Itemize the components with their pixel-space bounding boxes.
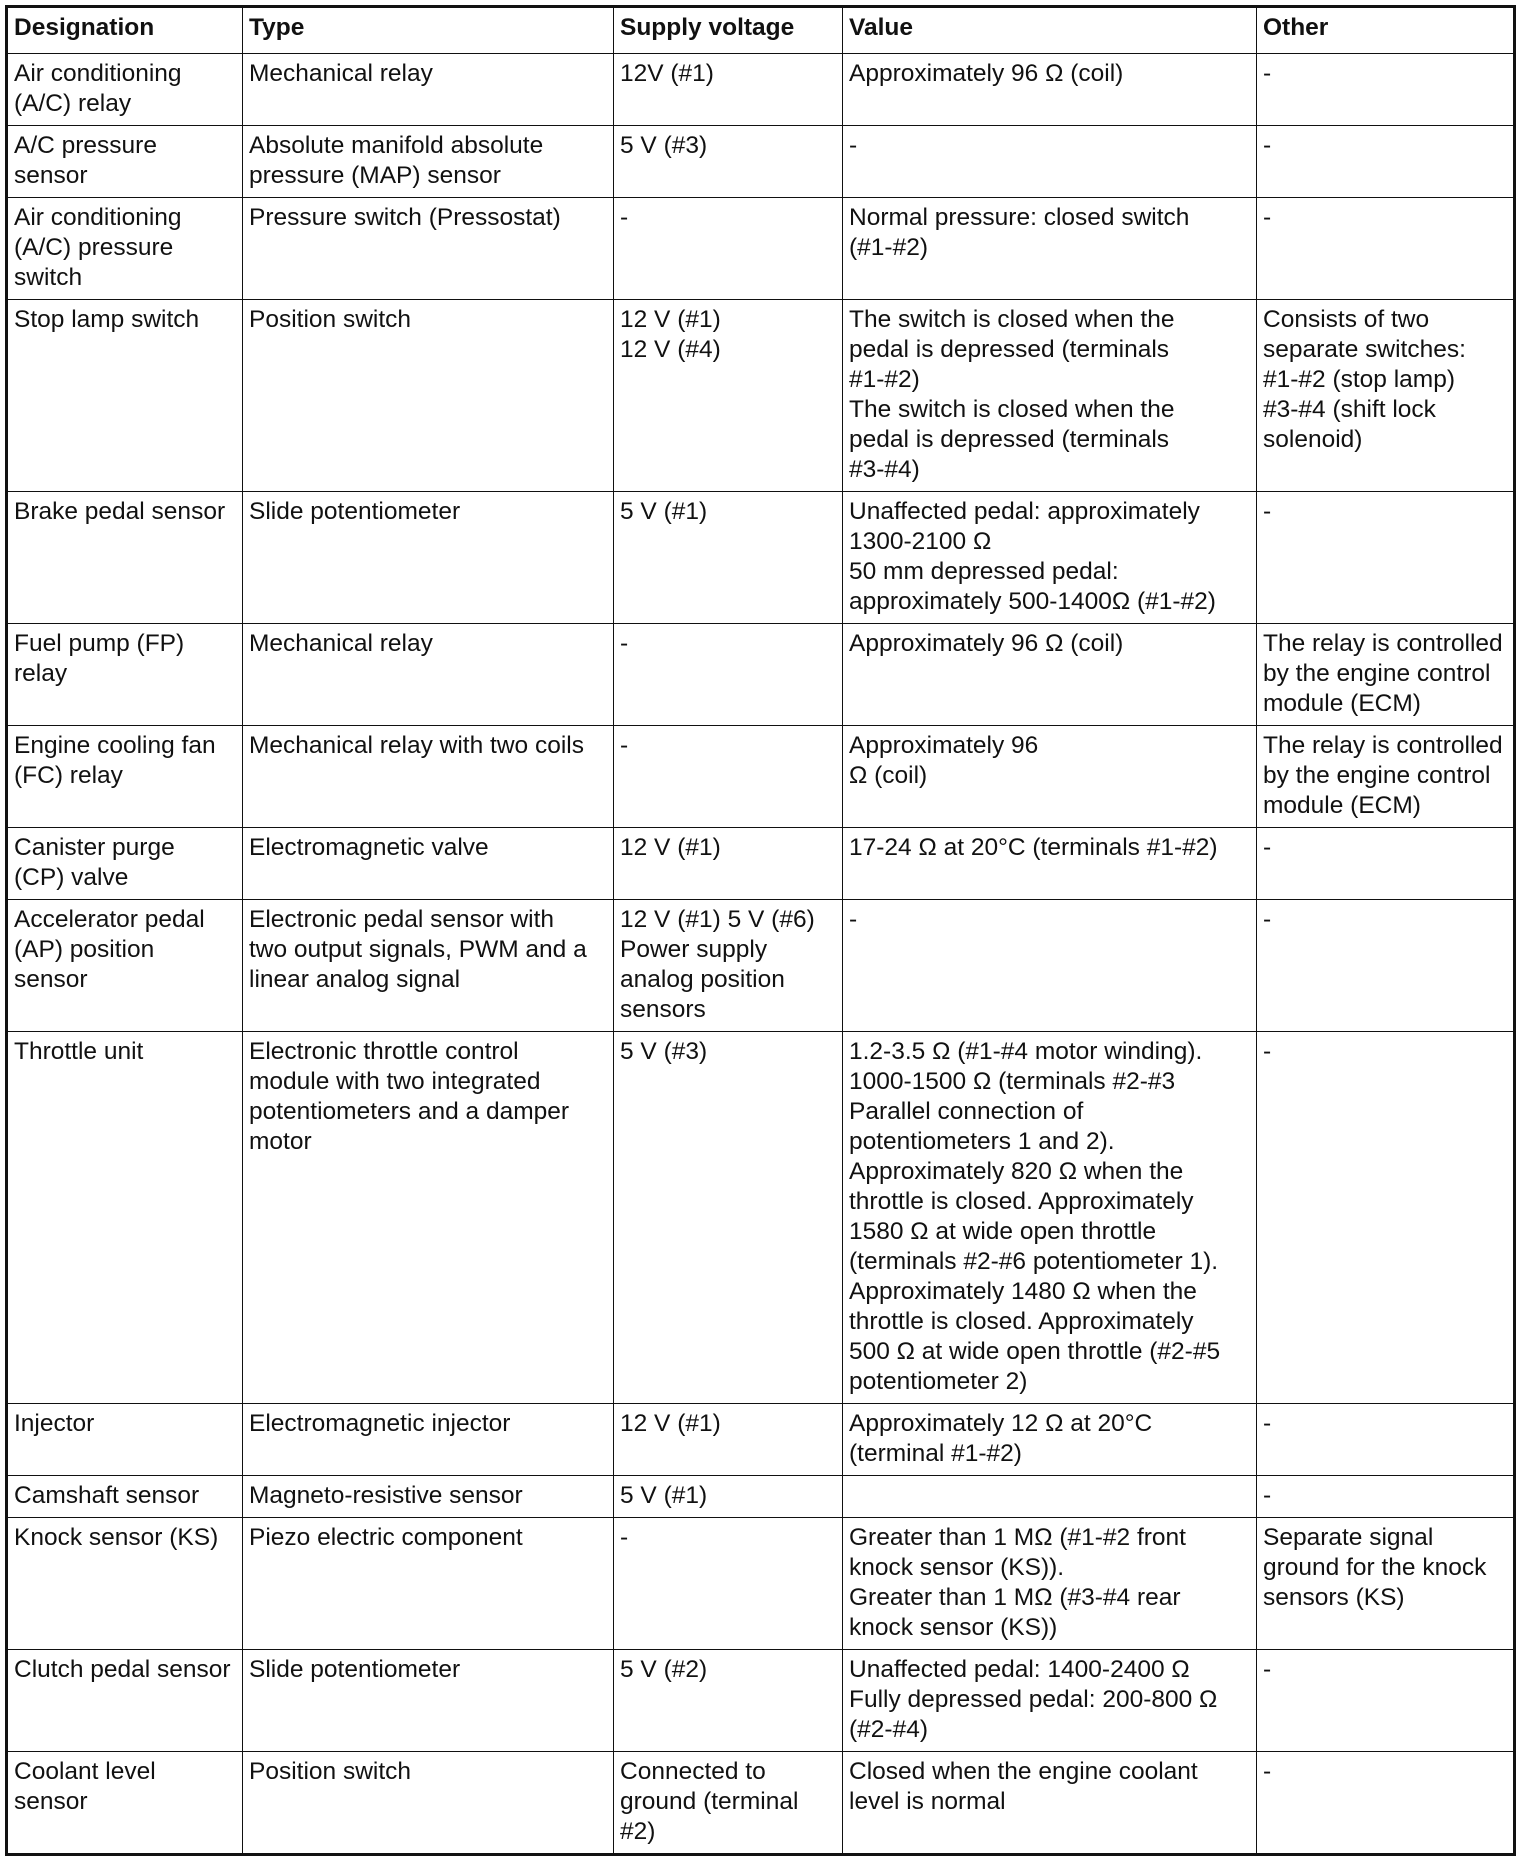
cell-other: - — [1257, 900, 1515, 1032]
cell-supply-voltage: 5 V (#3) — [614, 1032, 843, 1404]
component-spec-table — [5, 5, 1516, 1856]
cell-value — [843, 1476, 1257, 1518]
cell-other: The relay is controlled by the engine control module (ECM) — [1257, 726, 1515, 828]
cell-type: Pressure switch (Pressostat) — [243, 198, 614, 300]
cell-other: - — [1257, 1752, 1515, 1855]
table-row — [7, 1404, 1515, 1476]
cell-supply-voltage: 12 V (#1) — [614, 1404, 843, 1476]
cell-other: - — [1257, 1476, 1515, 1518]
cell-supply-voltage: - — [614, 726, 843, 828]
cell-designation: Accelerator pedal (AP) position sensor — [7, 900, 243, 1032]
cell-designation: Stop lamp switch — [7, 300, 243, 492]
table-row — [7, 492, 1515, 624]
cell-supply-voltage: - — [614, 624, 843, 726]
cell-type: Electromagnetic valve — [243, 828, 614, 900]
cell-supply-voltage: 5 V (#1) — [614, 1476, 843, 1518]
table-row — [7, 54, 1515, 126]
cell-supply-voltage: - — [614, 198, 843, 300]
table-row — [7, 126, 1515, 198]
cell-other: - — [1257, 1650, 1515, 1752]
cell-value: Greater than 1 MΩ (#1-#2 front knock sensor (KS)). Greater than 1 MΩ (#3-#4 rear knock sensor (KS)) — [843, 1518, 1257, 1650]
cell-designation: Brake pedal sensor — [7, 492, 243, 624]
cell-type: Electronic throttle control module with two integrated potentiometers and a damper motor — [243, 1032, 614, 1404]
cell-other: Separate signal ground for the knock sensors (KS) — [1257, 1518, 1515, 1650]
header-type: Type — [243, 7, 614, 54]
cell-type: Electronic pedal sensor with two output signals, PWM and a linear analog signal — [243, 900, 614, 1032]
cell-type: Piezo electric component — [243, 1518, 614, 1650]
cell-value: 17-24 Ω at 20°C (terminals #1-#2) — [843, 828, 1257, 900]
cell-supply-voltage: 5 V (#1) — [614, 492, 843, 624]
cell-value: Approximately 96 Ω (coil) — [843, 624, 1257, 726]
cell-other: - — [1257, 198, 1515, 300]
table-row — [7, 624, 1515, 726]
cell-designation: Clutch pedal sensor — [7, 1650, 243, 1752]
cell-type: Slide potentiometer — [243, 1650, 614, 1752]
cell-designation: Air conditioning (A/C) relay — [7, 54, 243, 126]
cell-other: - — [1257, 828, 1515, 900]
table-row — [7, 900, 1515, 1032]
cell-type: Mechanical relay — [243, 54, 614, 126]
table-row — [7, 726, 1515, 828]
cell-supply-voltage: - — [614, 1518, 843, 1650]
cell-designation: Engine cooling fan (FC) relay — [7, 726, 243, 828]
cell-other: - — [1257, 492, 1515, 624]
cell-value: 1.2-3.5 Ω (#1-#4 motor winding). 1000-1500 Ω (terminals #2-#3 Parallel connection of potentiometers 1 and 2). Approximately 820 Ω when the throttle is closed. Approximately 1580 Ω at wide open throttle (terminals #2-#6 potentiometer 1). Approximately 1480 Ω when the throttle is closed. Approximately 500 Ω at wide open throttle (#2-#5 potentiometer 2) — [843, 1032, 1257, 1404]
header-value: Value — [843, 7, 1257, 54]
cell-designation: Fuel pump (FP) relay — [7, 624, 243, 726]
cell-designation: A/C pressure sensor — [7, 126, 243, 198]
table-row — [7, 1032, 1515, 1404]
table-header-row — [7, 7, 1515, 54]
cell-value: Approximately 96 Ω (coil) — [843, 726, 1257, 828]
cell-other: - — [1257, 1404, 1515, 1476]
cell-designation: Coolant level sensor — [7, 1752, 243, 1855]
cell-supply-voltage: 12 V (#1) — [614, 828, 843, 900]
cell-designation: Throttle unit — [7, 1032, 243, 1404]
cell-supply-voltage: Connected to ground (terminal #2) — [614, 1752, 843, 1855]
cell-supply-voltage: 5 V (#2) — [614, 1650, 843, 1752]
table-row — [7, 198, 1515, 300]
cell-type: Electromagnetic injector — [243, 1404, 614, 1476]
header-designation: Designation — [7, 7, 243, 54]
cell-value: Normal pressure: closed switch (#1-#2) — [843, 198, 1257, 300]
cell-type: Magneto-resistive sensor — [243, 1476, 614, 1518]
cell-value: Unaffected pedal: approximately 1300-2100 Ω 50 mm depressed pedal: approximately 500-1400Ω (#1-#2) — [843, 492, 1257, 624]
cell-supply-voltage: 12 V (#1) 12 V (#4) — [614, 300, 843, 492]
cell-designation: Injector — [7, 1404, 243, 1476]
table-row — [7, 1752, 1515, 1855]
cell-value: - — [843, 900, 1257, 1032]
cell-other: The relay is controlled by the engine control module (ECM) — [1257, 624, 1515, 726]
cell-type: Position switch — [243, 1752, 614, 1855]
cell-value: Approximately 12 Ω at 20°C (terminal #1-#2) — [843, 1404, 1257, 1476]
table-row — [7, 300, 1515, 492]
cell-type: Absolute manifold absolute pressure (MAP) sensor — [243, 126, 614, 198]
cell-designation: Camshaft sensor — [7, 1476, 243, 1518]
cell-value: Unaffected pedal: 1400-2400 Ω Fully depressed pedal: 200-800 Ω (#2-#4) — [843, 1650, 1257, 1752]
cell-supply-voltage: 12 V (#1) 5 V (#6) Power supply analog position sensors — [614, 900, 843, 1032]
header-supply-voltage: Supply voltage — [614, 7, 843, 54]
header-other: Other — [1257, 7, 1515, 54]
table-row — [7, 1650, 1515, 1752]
cell-supply-voltage: 5 V (#3) — [614, 126, 843, 198]
cell-designation: Canister purge (CP) valve — [7, 828, 243, 900]
table-row — [7, 1476, 1515, 1518]
cell-other: - — [1257, 126, 1515, 198]
cell-designation: Air conditioning (A/C) pressure switch — [7, 198, 243, 300]
cell-other: Consists of two separate switches: #1-#2 (stop lamp) #3-#4 (shift lock solenoid) — [1257, 300, 1515, 492]
cell-type: Position switch — [243, 300, 614, 492]
cell-other: - — [1257, 1032, 1515, 1404]
cell-value: - — [843, 126, 1257, 198]
table-row — [7, 1518, 1515, 1650]
cell-type: Mechanical relay — [243, 624, 614, 726]
cell-value: The switch is closed when the pedal is depressed (terminals #1-#2) The switch is closed when the pedal is depressed (terminals #3-#4) — [843, 300, 1257, 492]
cell-other: - — [1257, 54, 1515, 126]
table-row — [7, 828, 1515, 900]
cell-value: Closed when the engine coolant level is normal — [843, 1752, 1257, 1855]
cell-type: Slide potentiometer — [243, 492, 614, 624]
cell-supply-voltage: 12V (#1) — [614, 54, 843, 126]
cell-type: Mechanical relay with two coils — [243, 726, 614, 828]
cell-value: Approximately 96 Ω (coil) — [843, 54, 1257, 126]
cell-designation: Knock sensor (KS) — [7, 1518, 243, 1650]
